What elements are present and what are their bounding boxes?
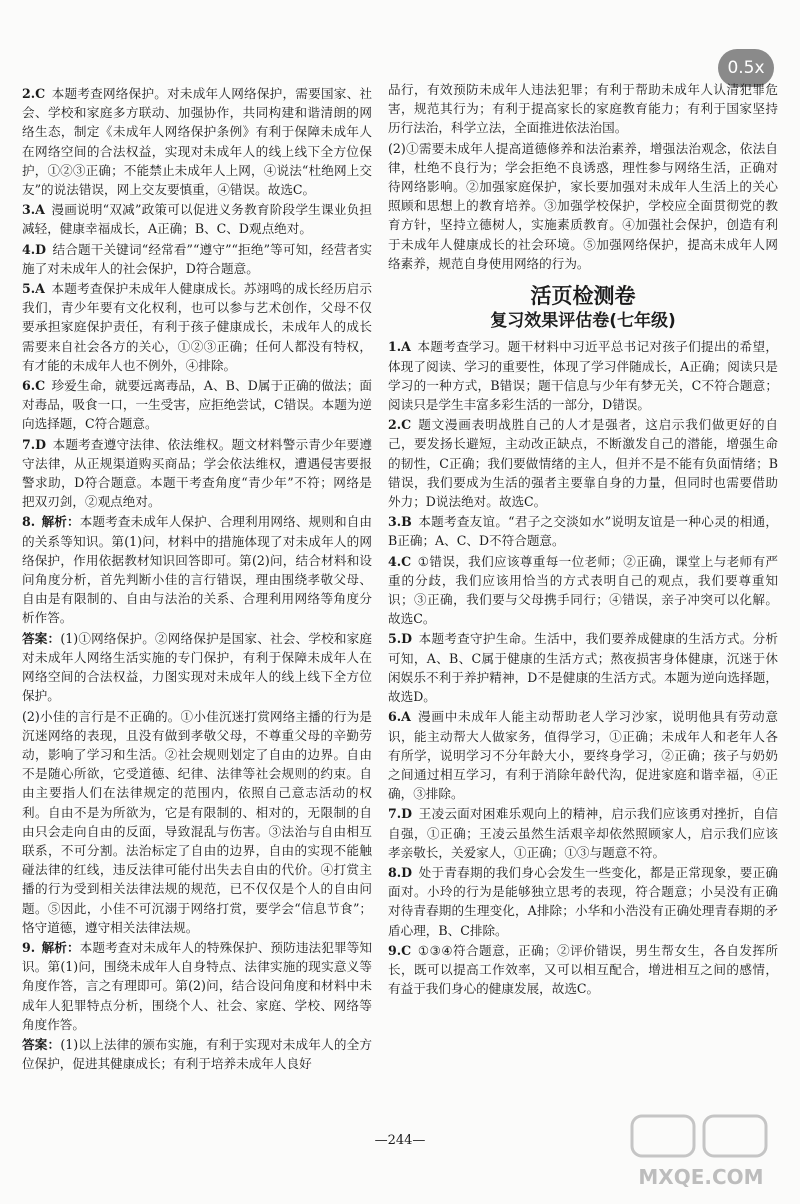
answer-paragraph — [388, 139, 778, 273]
page-number: —244— — [374, 1133, 426, 1148]
answer-paragraph — [22, 707, 372, 937]
section-title: 活页检测卷 — [530, 284, 636, 309]
answer-paragraph — [22, 376, 372, 434]
right-column — [388, 80, 778, 998]
answer-text: 本题考查遵守法律、依法维权。题文材料警示青少年要遵守法律，从正规渠道购买商品；学会依法维权，遭遇侵害要报警求助，D符合题意。本题干考查角度“青少年”不符；网络是把双刃剑，②观点绝对。 — [22, 436, 372, 510]
answer-text: 漫画说明“双减”政策可以促进义务教育阶段学生课业负担减轻，健康幸福成长，A正确；B、C、D观点绝对。 — [22, 202, 372, 237]
question-number: 7.D — [388, 806, 413, 822]
answer-paragraph — [22, 84, 372, 199]
question-number: 1.A — [388, 339, 411, 355]
answer-paragraph — [388, 512, 778, 550]
question-number: 6.C — [22, 378, 46, 394]
answer-text: 题文漫画表明战胜自己的人才是强者，这启示我们做更好的自己，要发扬长避短，主动改正缺点，不断激发自己的潜能，增强生命的韧性，C正确；我们要做情绪的主人，但并不是不能有负面情绪；B错误，我们要成为生活的强者主要靠自身的力量，但同时也需要借助外力；D说法绝对。故选C。 — [388, 417, 778, 510]
answer-text: 本题考查友谊。“君子之交淡如水”说明友谊是一种心灵的相通，B正确；A、C、D不符合题意。 — [388, 514, 778, 549]
label-lead: 解析： — [41, 939, 80, 955]
answer-text: 本题考查网络保护。对未成年人网络保护，需要国家、社会、学校和家庭多方联动、加强协作，共同构建和谐清朗的网络生态，制定《未成年人网络保护条例》有利于保障未成年人在网络空间的合法权益，实现对未成年人的线上线下全方位保护，①②③正确；不能禁止未成年人上网，④说法“杜绝网上交友”的说法错误，网上交友要慎重，④错误。故选C。 — [22, 86, 372, 198]
question-number: 3.B — [388, 514, 412, 530]
answer-paragraph — [388, 863, 778, 940]
answer-paragraph — [388, 707, 778, 803]
label-lead: 答案： — [22, 630, 61, 646]
answer-list — [388, 337, 778, 998]
answer-text: 本题考查守护生命。生活中，我们要养成健康的生活方式。分析可知，A、B、C属于健康的生活方式；熬夜损害身体健康，沉迷于休闲娱乐不利于养护精神，D不是健康的生活方式。本题为逆向选择题，故选D。 — [388, 631, 778, 705]
answer-paragraph — [388, 337, 778, 414]
question-number: 5.D — [388, 631, 413, 647]
answer-paragraph — [388, 552, 778, 629]
answer-paragraph — [22, 1035, 372, 1073]
question-number: 9.C — [388, 942, 412, 958]
answer-text: 本题考查学习。题干材料中习近平总书记对孩子们提出的希望，体现了阅读、学习的重要性，体现了学习伴随成长，A正确；阅读只是学习的一种方式，B错误；题干信息与少年有梦无关，C不符合题意；阅读只是学生丰富多彩生活的一部分，D错误。 — [388, 339, 778, 413]
answer-text: 品行，有效预防未成年人违法犯罪；有利于帮助未成年人认清犯罪危害，规范其行为；有利于提高家长的家庭教育能力；有利于国家坚持历行法治，科学立法，全面推进依法治国。 — [388, 82, 778, 136]
question-number: 9. — [22, 939, 36, 955]
answer-paragraph — [22, 240, 372, 278]
question-number: 7.D — [22, 436, 47, 452]
answer-paragraph — [22, 279, 372, 375]
answer-text: 本题考查保护未成年人健康成长。苏翊鸣的成长经历启示我们，青少年要有文化权利，也可以参与艺术创作，父母不仅要承担家庭保护责任，有利于孩子健康成长，未成年人的成长需要来自社会各方的关心，①②③正确；任何人都没有特权，有才能的未成年人也不例外，④排除。 — [22, 281, 372, 373]
watermark-logo — [626, 1112, 776, 1192]
answer-text: 本题考查对未成年人的特殊保护、预防违法犯罪等知识。第(1)问，围绕未成年人自身特点、法律实施的现实意义等角度作答，言之有理即可。第(2)问，结合设问角度和材料中未成年人犯罪特点分析，围绕个人、社会、家庭、学校、网络等角度作答。 — [22, 939, 373, 1032]
label-lead: 答案： — [22, 1036, 61, 1052]
answer-text: (1)①网络保护。②网络保护是国家、社会、学校和家庭对未成年人网络生活实施的专门保护，有利于保障未成年人在网络空间的合法权益，力图实现对未成年人的线上线下全方位保护。 — [22, 630, 372, 704]
answer-text: 漫画中未成年人能主动帮助老人学习沙家，说明他具有劳动意识，能主动帮大人做家务，值得学习，①正确；未成年人和老年人各有所学，说明学习不分年龄大小，要终身学习，②正确；孩子与奶奶之间通过相互学习，有利于消除年龄代沟，促进家庭和谐幸福，④正确，③排除。 — [388, 709, 778, 802]
answer-paragraph — [388, 941, 778, 999]
answer-paragraph — [22, 629, 372, 706]
question-number: 8.D — [388, 864, 413, 880]
answer-paragraph — [388, 415, 778, 511]
answer-text: (1)以上法律的颁布实施，有利于实现对未成年人的全方位保护，促进其健康成长；有利于培养未成年人良好 — [22, 1036, 372, 1072]
question-number: 6.A — [388, 709, 411, 725]
label-lead: 解析： — [41, 514, 80, 530]
left-column — [22, 84, 372, 1073]
answer-paragraph — [388, 804, 778, 862]
question-number: 5.A — [22, 281, 45, 297]
answer-text: 处于青春期的我们身心会发生一些变化，都是正常现象，要正确面对。小玲的行为是能够独立思考的表现，符合题意；小吴没有正确对待青春期的生理变化，A排除；小华和小浩没有正确处理青春期的矛盾心理，B、C排除。 — [388, 864, 778, 938]
answer-text: (2)①需要未成年人提高道德修养和法治素养，增强法治观念，依法自律，杜绝不良行为；学会拒绝不良诱惑，理性参与网络生活，正确对待网络影响。②加强家庭保护，家长要加强对未成年人生活上的关心照顾和思想上的教育培养。③加强学校保护，学校应全面贯彻党的教育方针，坚持立德树人，实施素质教育。④加强社会保护，创造有利于未成年人健康成长的社会环境。⑤加强网络保护，提高未成年人网络素养，规范自身使用网络的行为。 — [388, 140, 778, 271]
zoom-level-badge[interactable]: 0.5x — [718, 49, 774, 87]
svg-text:MXQE.COM: MXQE.COM — [638, 1165, 764, 1189]
answer-text: ①错误，我们应该尊重每一位老师；②正确，课堂上与老师有严重的分歧，我们应该用恰当的方式表明自己的观点，我们要尊重知识；③正确，我们要与父母携手同行；④错误，亲子冲突可以化解。故选C。 — [388, 553, 778, 627]
answer-paragraph — [22, 938, 372, 1034]
question-number: 8. — [22, 514, 36, 530]
section-subtitle: 复习效果评估卷(七年级) — [490, 311, 676, 332]
answer-paragraph — [388, 80, 778, 138]
answer-paragraph — [388, 629, 778, 706]
question-number: 3.A — [22, 202, 45, 218]
right-column-continuation — [388, 80, 778, 273]
answer-paragraph — [22, 512, 372, 627]
answer-text: 珍爱生命，就要远离毒品，A、B、D属于正确的做法；面对毒品，吸食一口，一生受害，应拒绝尝试，C错误。本题为逆向选择题，C符合题意。 — [22, 378, 372, 432]
answer-text: 结合题干关键词“经常看”“遵守”“拒绝”等可知，经营者实施了对未成年人的社会保护，D符合题意。 — [22, 241, 372, 276]
question-number: 2.C — [22, 86, 46, 101]
answer-text: (2)小佳的言行是不正确的。①小佳沉迷打赏网络主播的行为是沉迷网络的表现，且没有做到孝敬父母，不尊重父母的辛勤劳动，影响了学习和生活。②社会规则划定了自由的边界。自由不是随心所欲，它受道德、纪律、法律等社会规则的约束。自由主要指人们在法律规定的范围内，依照自己意志活动的权利。自由不是为所欲为，它是有限制的、相对的，无限制的自由只会走向自由的反面，导致混乱与伤害。③法治与自由相互联系，不可分割。法治标定了自由的边界，自由的实现不能触碰法律的红线，违反法律可能付出失去自由的代价。④打赏主播的行为受到相关法律法规的规范，已不仅仅是个人的自由问题。⑤因此，小佳不可沉溺于网络打赏，要学会“信息节食”；恪守道德，遵守相关法律法规。 — [22, 708, 372, 935]
answer-text: ①③④符合题意，正确；②评价错误，男生帮女生，各自发挥所长，既可以提高工作效率，又可以相互配合，增进相互之间的感情，有益于我们身心的健康发展，故选C。 — [388, 942, 778, 997]
question-number: 2.C — [388, 417, 412, 433]
answer-text: 王凌云面对困难乐观向上的精神，启示我们应该勇对挫折，自信自强，①正确；王凌云虽然生活艰辛却依然照顾家人，启示我们应该孝亲敬长，关爱家人，①正确；①③与题意不符。 — [388, 806, 778, 860]
question-number: 4.C — [388, 553, 412, 569]
question-number: 4.D — [22, 241, 47, 257]
answer-paragraph — [22, 435, 372, 512]
answer-text: 本题考查未成年人保护、合理利用网络、规则和自由的关系等知识。第(1)问，材料中的措施体现了对未成年人的网络保护，作用依据教材知识回答即可。第(2)问，结合材料和设问角度分析，首先判断小佳的言行错误，理由围绕孝敬父母、自由是有限制的、自由与法治的关系、合理利用网络等角度分析作答。 — [22, 514, 373, 626]
answer-paragraph — [22, 200, 372, 238]
